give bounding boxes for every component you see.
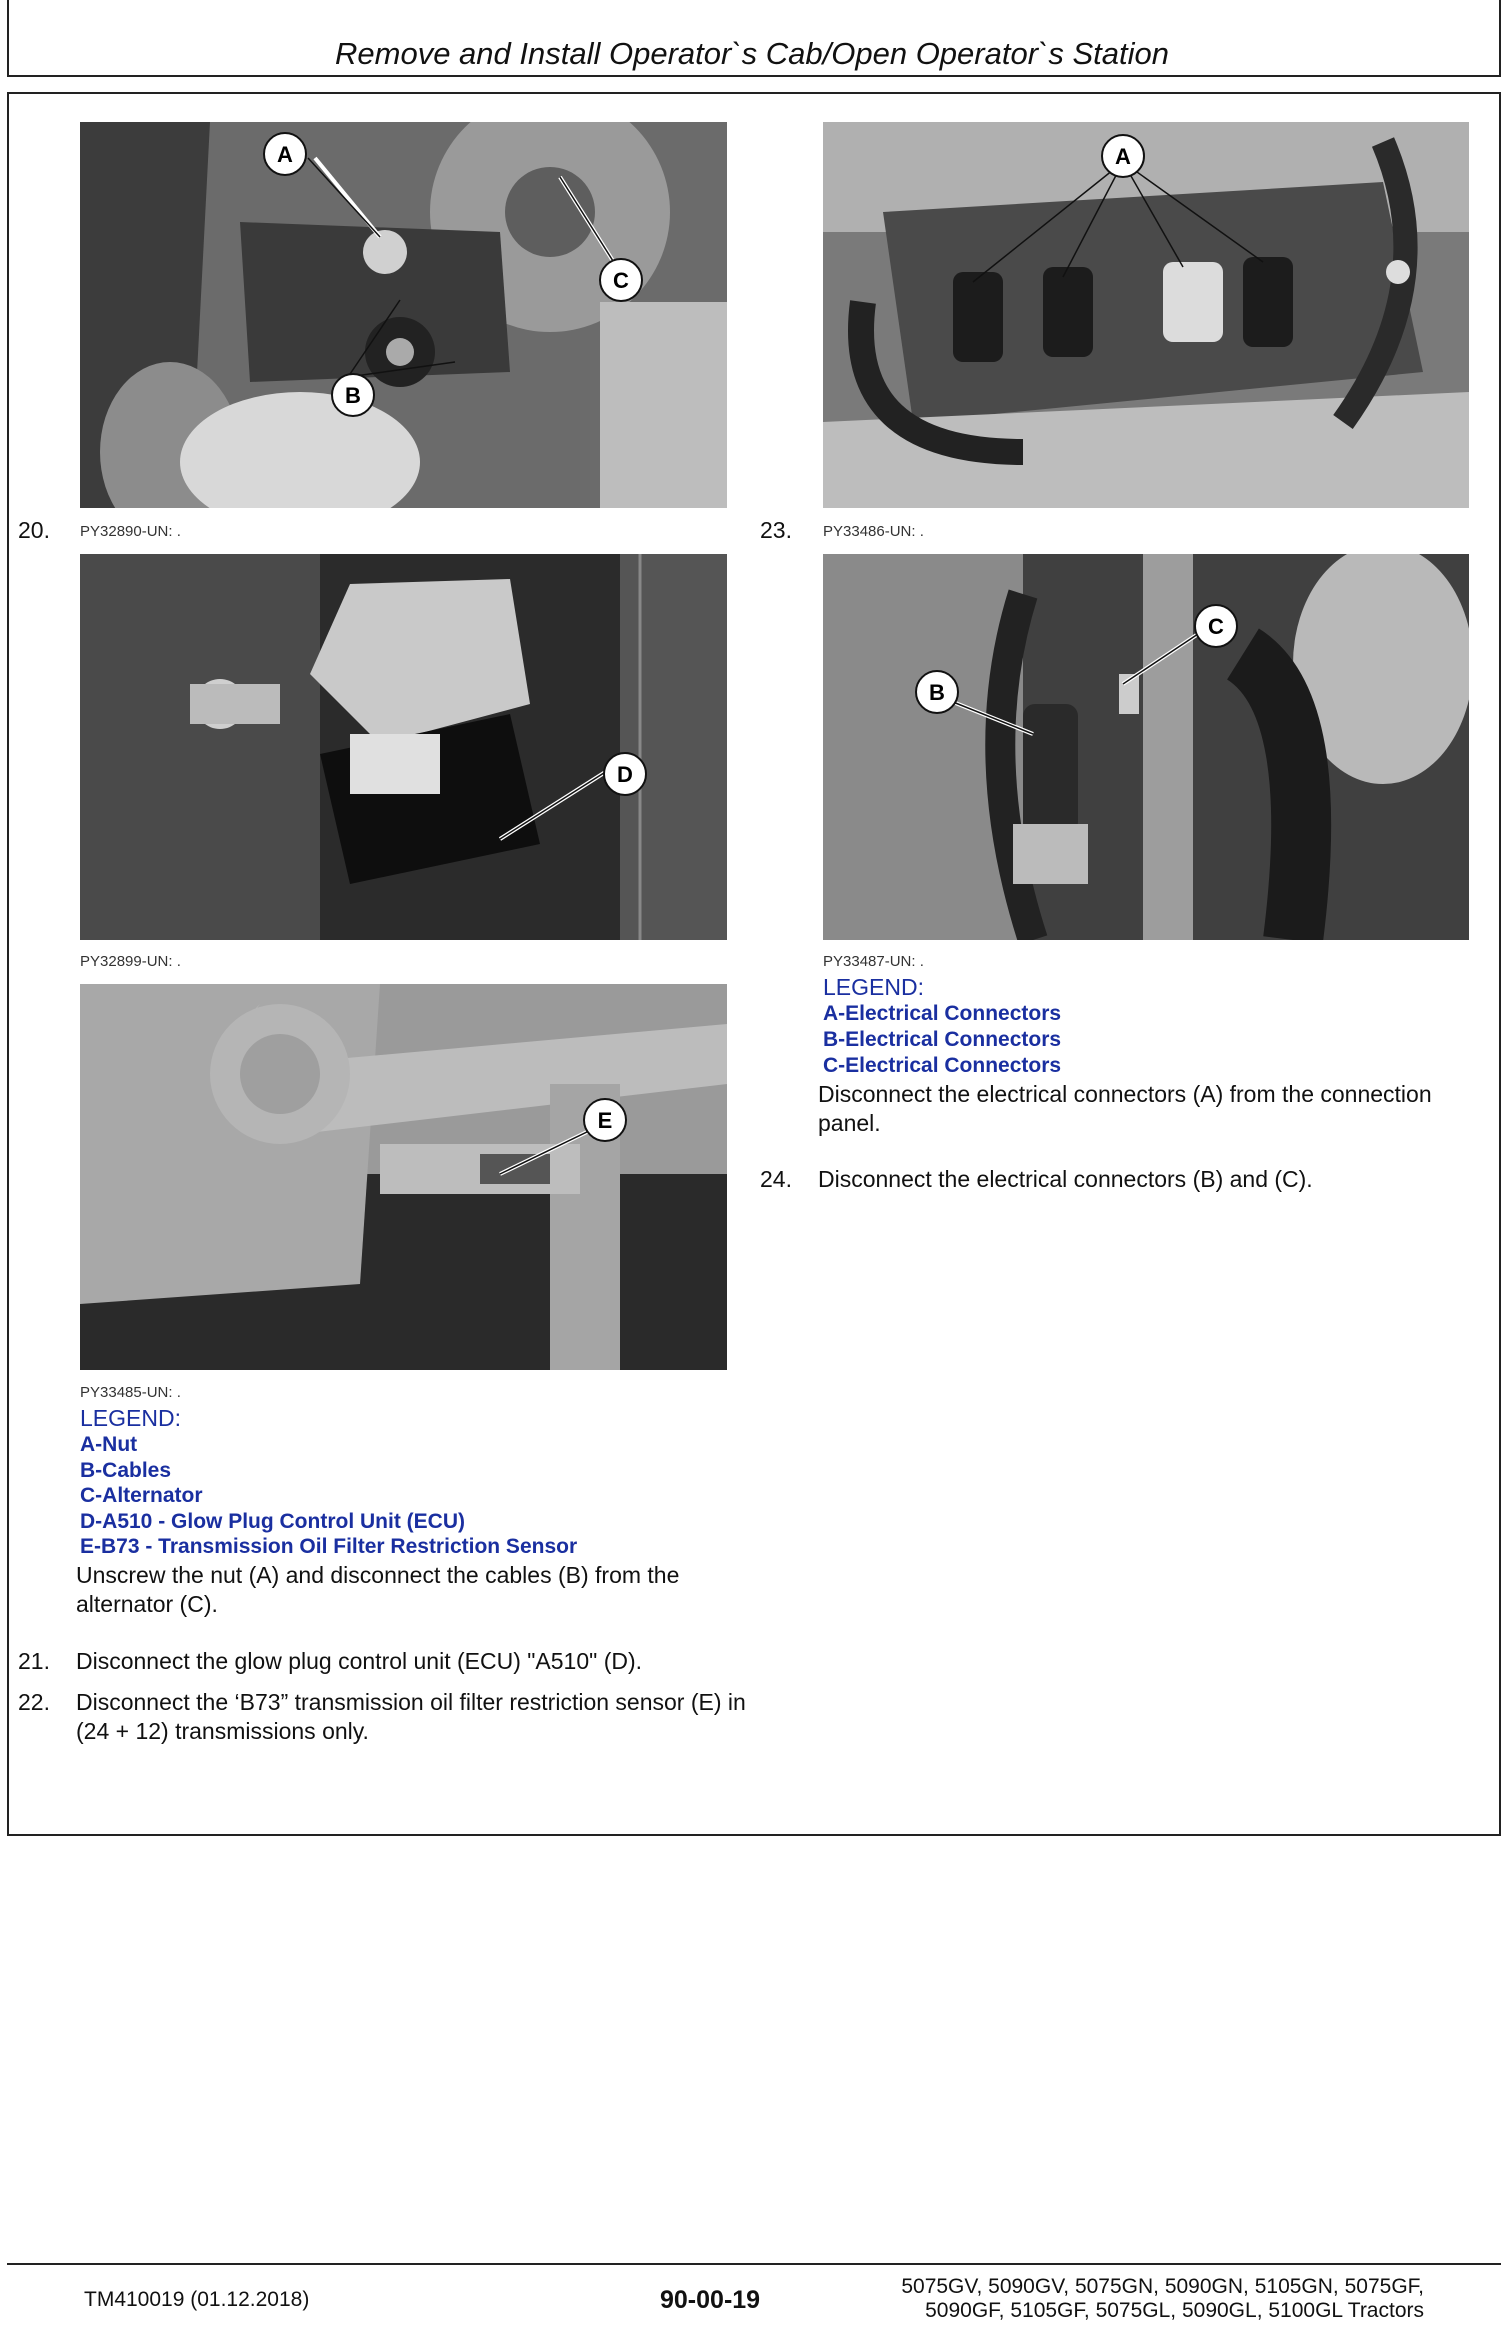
photo-connectors-b-c xyxy=(823,554,1469,940)
legend-item: A-Electrical Connectors xyxy=(823,1002,1062,1025)
page-number: 90-00-19 xyxy=(660,2286,761,2314)
step-number-20: 20. xyxy=(18,517,50,543)
legend-item: C-Alternator xyxy=(80,1484,203,1507)
figure-caption: PY33486-UN: . xyxy=(823,523,924,540)
callout-a: A xyxy=(277,142,293,167)
page-title: Remove and Install Operator`s Cab/Open Operator`s Station xyxy=(335,36,1169,71)
figure-caption: PY33487-UN: . xyxy=(823,953,924,970)
step-22-text: Disconnect the ‘B73” transmission oil filter restriction sensor (E) in (24 + 12) transmissions only. xyxy=(76,1689,746,1744)
step-21-text: Disconnect the glow plug control unit (ECU) "A510" (D). xyxy=(76,1648,643,1674)
step-number-21: 21. xyxy=(18,1648,50,1674)
callout-a: A xyxy=(1115,144,1131,169)
photo-glow-plug-unit xyxy=(80,554,727,940)
step-24-text: Disconnect the electrical connectors (B) and (C). xyxy=(818,1166,1313,1192)
step-23-text: Disconnect the electrical connectors (A) from the connection panel. xyxy=(818,1081,1432,1136)
callout-d: D xyxy=(617,762,633,787)
legend-item: D-A510 - Glow Plug Control Unit (ECU) xyxy=(80,1510,465,1533)
callout-c: C xyxy=(1208,614,1224,639)
figure-caption: PY33485-UN: . xyxy=(80,1384,181,1401)
step-number-23: 23. xyxy=(760,517,792,543)
legend-item: A-Nut xyxy=(80,1433,138,1456)
step-number-24: 24. xyxy=(760,1166,792,1192)
model-list-line-2: 5090GF, 5105GF, 5075GL, 5090GL, 5100GL Tractors xyxy=(925,2299,1424,2322)
photo-oil-filter-sensor xyxy=(80,984,727,1370)
step-number-22: 22. xyxy=(18,1689,50,1715)
legend-item: E-B73 - Transmission Oil Filter Restriction Sensor xyxy=(80,1535,578,1558)
legend-item: C-Electrical Connectors xyxy=(823,1054,1062,1077)
callout-c: C xyxy=(613,268,629,293)
legend-title: LEGEND: xyxy=(823,974,924,1000)
legend-item: B-Electrical Connectors xyxy=(823,1028,1062,1051)
figure-caption: PY32890-UN: . xyxy=(80,523,181,540)
legend-title: LEGEND: xyxy=(80,1405,181,1431)
photo-connection-panel xyxy=(823,122,1469,508)
step-20-text: Unscrew the nut (A) and disconnect the cables (B) from the alternator (C). xyxy=(76,1562,680,1617)
legend-item: B-Cables xyxy=(80,1459,172,1482)
callout-e: E xyxy=(597,1108,613,1133)
figure-caption: PY32899-UN: . xyxy=(80,953,181,970)
manual-number: TM410019 (01.12.2018) xyxy=(84,2288,310,2311)
callout-b: B xyxy=(345,383,361,408)
model-list-line-1: 5075GV, 5090GV, 5075GN, 5090GN, 5105GN, 5075GF, xyxy=(901,2275,1424,2298)
callout-b: B xyxy=(929,680,945,705)
footer-divider xyxy=(7,2263,1501,2265)
photo-alternator xyxy=(80,122,727,508)
